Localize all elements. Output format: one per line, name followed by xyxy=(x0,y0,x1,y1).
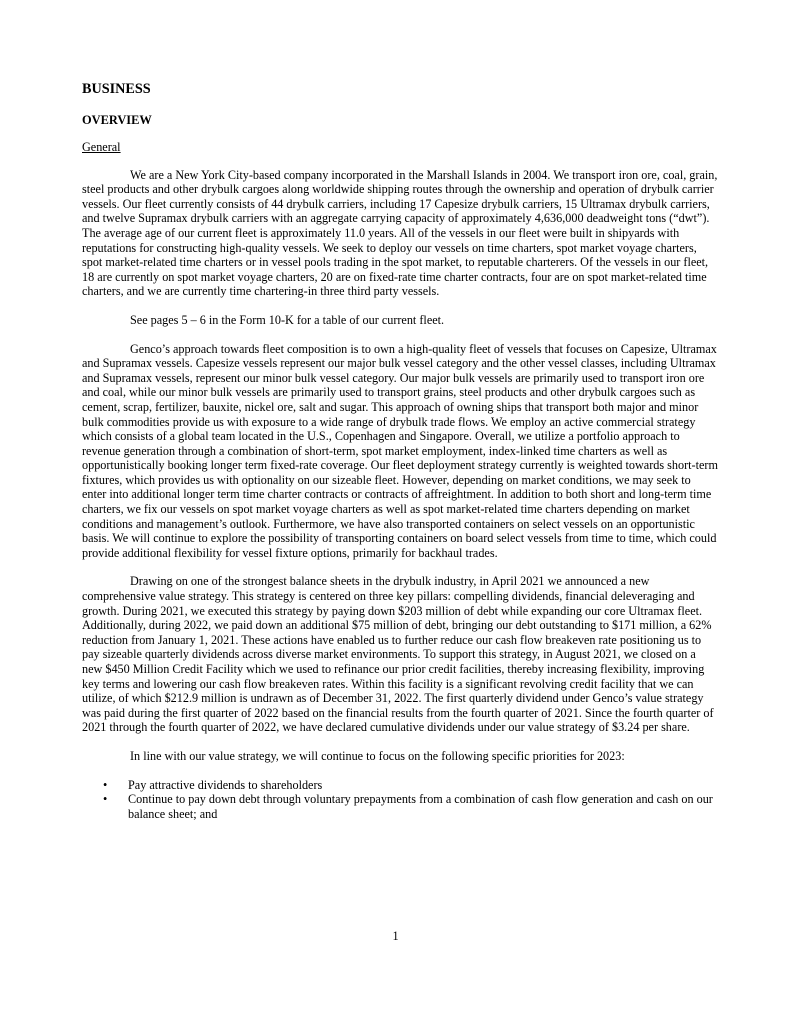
list-item-text: Continue to pay down debt through voluntary prepayments from a combination of cash flow generation and cash on our balance sheet; and xyxy=(128,792,713,821)
paragraph-fleet-approach: Genco’s approach towards fleet composition is to own a high-quality fleet of vessels that focuses on Capesize, Ultramax and Supramax vessels. Capesize vessels represent our major bulk vessel category and the other vessel classes, including Ultramax and Supramax vessels, represent our minor bulk vessel category. Our major bulk vessels are primarily used to transport iron ore and coal, while our minor bulk vessels are primarily used to transport grains, steel products and other drybulk cargoes such as cement, scrap, fertilizer, bauxite, nickel ore, salt and sugar. This approach of owning ships that transport both major and minor bulk commodities provide us with exposure to a wide range of drybulk trade flows. We employ an active commercial strategy which consists of a global team located in the U.S., Copenhagen and Singapore. Overall, we utilize a portfolio approach to revenue generation through a combination of short-term, spot market employment, index-linked time charters as well as opportunistically booking longer term fixed-rate coverage. Our fleet deployment strategy currently is weighted towards short-term fixtures, which provides us with optionality on our sizeable fleet. However, depending on market conditions, we may seek to enter into additional longer term time charter contracts or contracts of affreightment. In addition to both short and long-term time charters, we fix our vessels on spot market voyage charters as well as spot market-related time charters depending on market conditions and management’s outlook. Furthermore, we have also transported containers on select vessels on an opportunistic basis. We will continue to explore the possibility of transporting containers on board select vessels from time to time, which could provide additional flexibility for vessel fixture options, primarily for backhaul trades. xyxy=(82,341,718,560)
business-heading: BUSINESS xyxy=(82,81,151,97)
priorities-list xyxy=(82,778,718,822)
list-item-text: Pay attractive dividends to shareholders xyxy=(128,777,323,792)
bullet-marker: • xyxy=(103,777,108,792)
bullet-marker: • xyxy=(103,792,108,807)
paragraph-priorities-intro: In line with our value strategy, we will continue to focus on the following specific priorities for 2023: xyxy=(130,748,625,763)
paragraph-company-intro: We are a New York City-based company incorporated in the Marshall Islands in 2004. We transport iron ore, coal, grain, steel products and other drybulk cargoes along worldwide shipping routes through the ownership and operation of drybulk carrier vessels. Our fleet currently consists of 44 drybulk carriers, including 17 Capesize drybulk carriers, 15 Ultramax drybulk carriers, and twelve Supramax drybulk carriers with an aggregate carrying capacity of approximately 4,636,000 deadweight tons (“dwt”). The average age of our current fleet is approximately 11.0 years. All of the vessels in our fleet were built in shipyards with reputations for constructing high-quality vessels. We seek to deploy our vessels on time charters, spot market voyage charters, spot market-related time charters or in vessel pools trading in the spot market, to reputable charterers. Of the vessels in our fleet, 18 are currently on spot market voyage charters, 20 are on fixed-rate time charter contracts, four are on spot market-related time charters, and we are currently time chartering-in three third party vessels. xyxy=(82,167,718,299)
overview-heading: OVERVIEW xyxy=(82,113,152,127)
list-item xyxy=(82,792,718,821)
list-item xyxy=(82,778,718,793)
general-heading: General xyxy=(82,140,121,154)
paragraph-fleet-table-reference: See pages 5 – 6 in the Form 10-K for a table of our current fleet. xyxy=(130,312,445,327)
paragraph-value-strategy: Drawing on one of the strongest balance sheets in the drybulk industry, in April 2021 we announced a new comprehensive value strategy. This strategy is centered on three key pillars: compelling dividends, financial deleveraging and growth. During 2021, we executed this strategy by paying down $203 million of debt while expanding our core Ultramax fleet. Additionally, during 2022, we paid down an additional $75 million of debt, bringing our debt outstanding to $171 million, a 62% reduction from January 1, 2021. These actions have enabled us to further reduce our cash flow breakeven rate positioning us to pay sizeable quarterly dividends across diverse market environments. To support this strategy, in August 2021, we closed on a new $450 Million Credit Facility which we used to refinance our prior credit facilities, thereby increasing flexibility, improving key terms and lowering our cash flow breakeven rates. Within this facility is a significant revolving credit facility that we can utilize, of which $212.9 million is undrawn as of December 31, 2022. The first quarterly dividend under Genco’s value strategy was paid during the first quarter of 2022 based on the financial results from the fourth quarter of 2021. Since the fourth quarter of 2021 through the fourth quarter of 2022, we have declared cumulative dividends under our value strategy of $3.24 per share. xyxy=(82,574,714,735)
document-page xyxy=(82,80,718,821)
page-number: 1 xyxy=(392,929,399,943)
